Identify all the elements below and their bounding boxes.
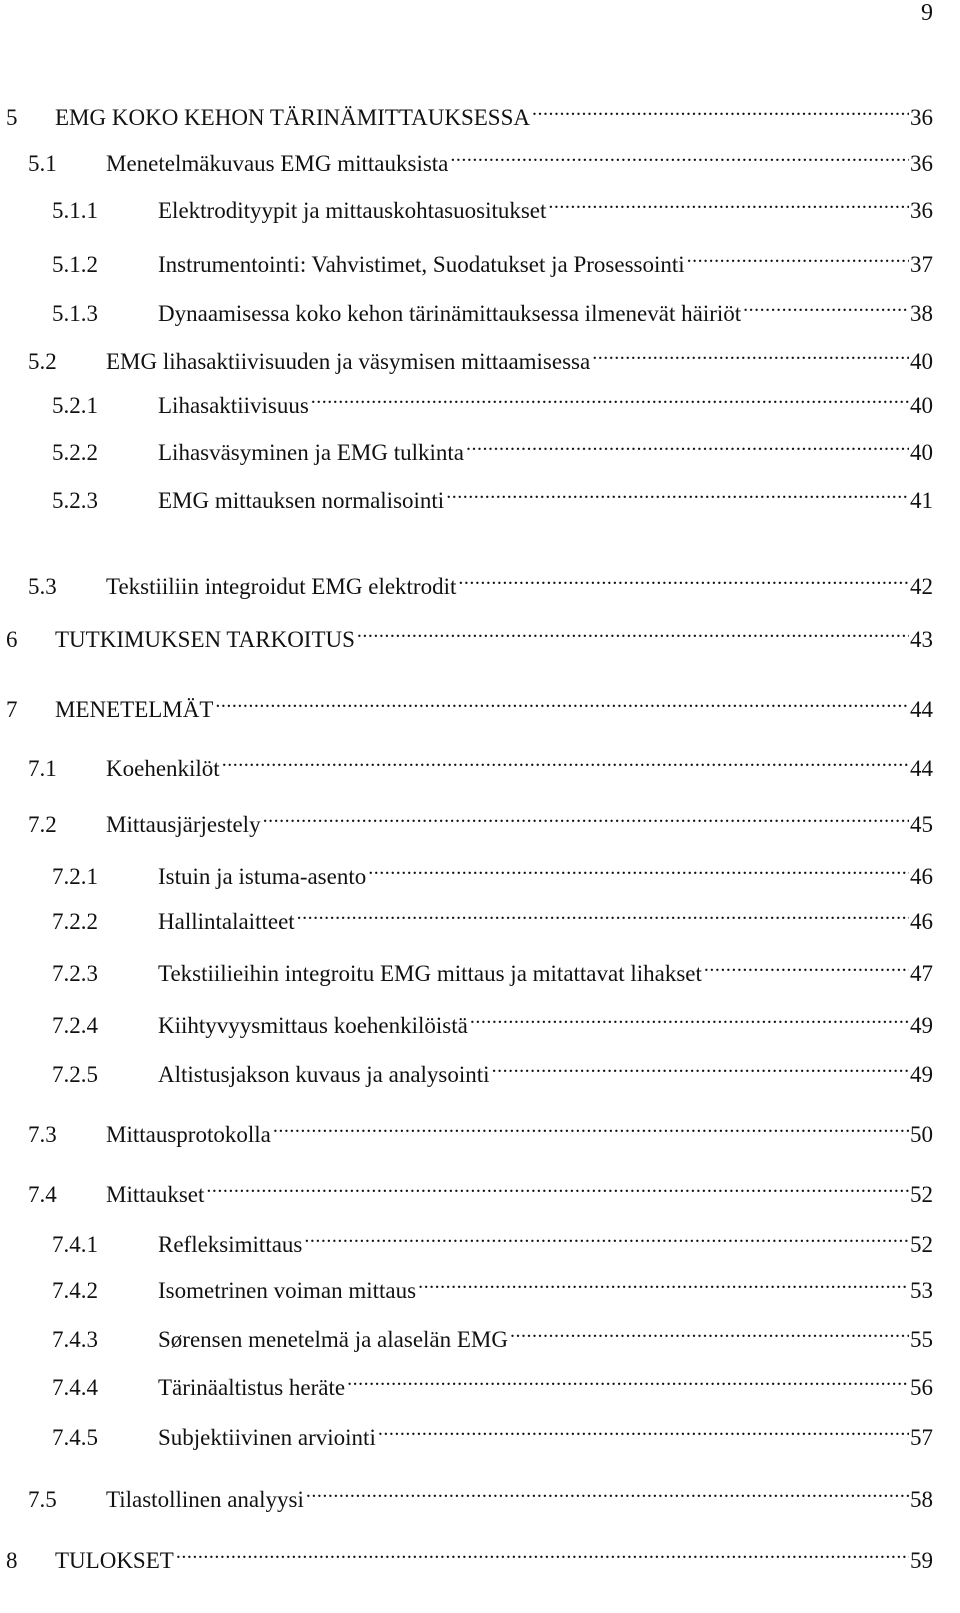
toc-entry-number: 7.3 xyxy=(28,1122,57,1147)
toc-entry-number: 7.5 xyxy=(28,1487,57,1512)
toc-entry[interactable] xyxy=(6,1538,933,1573)
toc-entry-title: Istuin ja istuma-asento xyxy=(158,864,367,889)
toc-entry[interactable] xyxy=(52,1222,933,1257)
toc-entry-page: 45 xyxy=(910,812,933,837)
toc-entry-page: 46 xyxy=(910,864,933,889)
toc-entry[interactable] xyxy=(28,1112,933,1147)
toc-entry-title: Kiihtyvyysmittaus koehenkilöistä xyxy=(158,1013,468,1038)
toc-entry[interactable] xyxy=(52,1317,933,1352)
toc-entry[interactable] xyxy=(28,746,933,781)
toc-dot-leader xyxy=(215,687,909,717)
toc-entry-title: EMG lihasaktiivisuuden ja väsymisen mittaamisessa xyxy=(106,349,591,374)
toc-entry[interactable] xyxy=(52,430,933,465)
toc-entry-page: 47 xyxy=(910,961,933,986)
toc-entry-title: Tärinäaltistus heräte xyxy=(158,1375,346,1400)
toc-entry-title: Tilastollinen analyysi xyxy=(106,1487,304,1512)
toc-entry[interactable] xyxy=(28,339,933,374)
toc-dot-leader xyxy=(176,1538,909,1568)
toc-entry-title: Instrumentointi: Vahvistimet, Suodatukset ja Prosessointi xyxy=(158,252,685,277)
toc-entry-number: 5.1.3 xyxy=(52,301,98,326)
toc-entry[interactable] xyxy=(52,1365,933,1400)
toc-entry-page: 36 xyxy=(910,105,933,130)
toc-entry-number: 7.2.3 xyxy=(52,961,98,986)
toc-dot-leader xyxy=(311,383,909,413)
toc-entry[interactable] xyxy=(52,1003,933,1038)
toc-entry-page: 38 xyxy=(910,301,933,326)
toc-entry-title: Lihasväsyminen ja EMG tulkinta xyxy=(158,440,464,465)
toc-entry-title: Mittausjärjestely xyxy=(106,812,261,837)
toc-entry-title: EMG KOKO KEHON TÄRINÄMITTAUKSESSA xyxy=(55,105,530,130)
toc-entry[interactable] xyxy=(52,854,933,889)
toc-entry-page: 55 xyxy=(910,1327,933,1352)
toc-entry[interactable] xyxy=(6,617,933,652)
toc-entry[interactable] xyxy=(52,478,933,513)
toc-entry-number: 7.4 xyxy=(28,1182,57,1207)
toc-entry-title: Subjektiivinen arviointi xyxy=(158,1425,376,1450)
toc-entry-number: 7.2.2 xyxy=(52,909,98,934)
toc-entry-title: Dynaamisessa koko kehon tärinämittauksessa ilmenevät häiriöt xyxy=(158,301,742,326)
toc-dot-leader xyxy=(743,291,909,321)
toc-entry-number: 7.4.5 xyxy=(52,1425,98,1450)
toc-dot-leader xyxy=(347,1365,909,1395)
toc-entry[interactable] xyxy=(28,1477,933,1512)
toc-entry[interactable] xyxy=(52,188,933,223)
toc-entry[interactable] xyxy=(52,291,933,326)
toc-entry[interactable] xyxy=(28,564,933,599)
toc-entry-page: 40 xyxy=(910,393,933,418)
toc-dot-leader xyxy=(466,430,909,460)
toc-entry-number: 7.4.1 xyxy=(52,1232,98,1257)
toc-entry[interactable] xyxy=(52,1415,933,1450)
toc-entry[interactable] xyxy=(52,899,933,934)
toc-entry-title: Mittausprotokolla xyxy=(106,1122,271,1147)
toc-entry-title: Altistusjakson kuvaus ja analysointi xyxy=(158,1062,490,1087)
toc-dot-leader xyxy=(548,188,909,218)
toc-entry-number: 7.2.5 xyxy=(52,1062,98,1087)
toc-entry-page: 44 xyxy=(910,697,933,722)
toc-entry-title: Hallintalaitteet xyxy=(158,909,295,934)
toc-entry-number: 5 xyxy=(6,105,18,130)
toc-entry-page: 49 xyxy=(910,1013,933,1038)
toc-entry-page: 56 xyxy=(910,1375,933,1400)
toc-entry-number: 5.2 xyxy=(28,349,57,374)
toc-entry-page: 41 xyxy=(910,488,933,513)
toc-entry-number: 5.2.2 xyxy=(52,440,98,465)
toc-dot-leader xyxy=(450,141,909,171)
toc-entry-page: 58 xyxy=(910,1487,933,1512)
toc-entry-page: 52 xyxy=(910,1232,933,1257)
toc-dot-leader xyxy=(687,242,909,272)
toc-entry-title: Sørensen menetelmä ja alaselän EMG xyxy=(158,1327,508,1352)
toc-entry-page: 36 xyxy=(910,151,933,176)
toc-entry-page: 59 xyxy=(910,1548,933,1573)
toc-entry-page: 49 xyxy=(910,1062,933,1087)
page-number: 9 xyxy=(921,0,933,26)
toc-entry-title: Lihasaktiivisuus xyxy=(158,393,309,418)
toc-entry-title: Tekstiilieihin integroitu EMG mittaus ja mitattavat lihakset xyxy=(158,961,702,986)
toc-dot-leader xyxy=(206,1172,909,1202)
toc-dot-leader xyxy=(357,617,909,647)
toc-entry-page: 46 xyxy=(910,909,933,934)
toc-dot-leader xyxy=(306,1477,909,1507)
toc-entry-title: Mittaukset xyxy=(106,1182,205,1207)
toc-entry[interactable] xyxy=(28,802,933,837)
toc-entry-title: Refleksimittaus xyxy=(158,1232,303,1257)
toc-entry-title: Koehenkilöt xyxy=(106,756,220,781)
toc-dot-leader xyxy=(378,1415,909,1445)
toc-entry-page: 42 xyxy=(910,574,933,599)
toc-entry-number: 8 xyxy=(6,1548,18,1573)
toc-entry[interactable] xyxy=(52,1268,933,1303)
toc-entry-number: 7.4.2 xyxy=(52,1278,98,1303)
toc-dot-leader xyxy=(297,899,909,929)
toc-entry-title: MENETELMÄT xyxy=(55,697,214,722)
toc-dot-leader xyxy=(458,564,909,594)
toc-entry-page: 57 xyxy=(910,1425,933,1450)
toc-entry-page: 44 xyxy=(910,756,933,781)
toc-entry-page: 52 xyxy=(910,1182,933,1207)
toc-dot-leader xyxy=(446,478,909,508)
toc-entry-page: 40 xyxy=(910,349,933,374)
toc-entry-title: Menetelmäkuvaus EMG mittauksista xyxy=(106,151,449,176)
toc-entry-number: 5.1 xyxy=(28,151,57,176)
toc-dot-leader xyxy=(368,854,909,884)
toc-entry-number: 5.3 xyxy=(28,574,57,599)
toc-entry[interactable] xyxy=(52,951,933,986)
toc-entry-number: 7 xyxy=(6,697,18,722)
toc-entry[interactable] xyxy=(6,687,933,722)
toc-entry[interactable] xyxy=(52,242,933,277)
toc-entry-number: 5.1.1 xyxy=(52,198,98,223)
toc-entry-page: 37 xyxy=(910,252,933,277)
toc-dot-leader xyxy=(304,1222,909,1252)
toc-entry-title: EMG mittauksen normalisointi xyxy=(158,488,445,513)
toc-entry-title: TUTKIMUKSEN TARKOITUS xyxy=(55,627,355,652)
toc-entry-number: 7.2 xyxy=(28,812,57,837)
toc-entry-title: TULOKSET xyxy=(55,1548,174,1573)
toc-entry-number: 7.2.4 xyxy=(52,1013,98,1038)
toc-entry-title: Tekstiiliin integroidut EMG elektrodit xyxy=(106,574,457,599)
toc-dot-leader xyxy=(704,951,909,981)
toc-dot-leader xyxy=(492,1052,909,1082)
toc-entry-page: 40 xyxy=(910,440,933,465)
toc-entry-page: 53 xyxy=(910,1278,933,1303)
toc-entry[interactable] xyxy=(6,95,933,130)
toc-dot-leader xyxy=(510,1317,909,1347)
toc-dot-leader xyxy=(263,802,909,832)
toc-entry-number: 5.2.3 xyxy=(52,488,98,513)
toc-entry-title: Isometrinen voiman mittaus xyxy=(158,1278,417,1303)
toc-entry-number: 7.4.3 xyxy=(52,1327,98,1352)
toc-entry-title: Elektrodityypit ja mittauskohtasuositukset xyxy=(158,198,547,223)
toc-entry-number: 5.2.1 xyxy=(52,393,98,418)
toc-entry-page: 36 xyxy=(910,198,933,223)
toc-entry-number: 7.2.1 xyxy=(52,864,98,889)
toc-entry-page: 43 xyxy=(910,627,933,652)
toc-dot-leader xyxy=(592,339,909,369)
toc-dot-leader xyxy=(222,746,909,776)
toc-entry-number: 5.1.2 xyxy=(52,252,98,277)
toc-entry[interactable] xyxy=(52,1052,933,1087)
toc-entry-number: 7.1 xyxy=(28,756,57,781)
toc-entry[interactable] xyxy=(52,383,933,418)
toc-dot-leader xyxy=(470,1003,909,1033)
toc-entry-number: 6 xyxy=(6,627,18,652)
toc-entry[interactable] xyxy=(28,1172,933,1207)
toc-entry-page: 50 xyxy=(910,1122,933,1147)
toc-entry-number: 7.4.4 xyxy=(52,1375,98,1400)
toc-dot-leader xyxy=(273,1112,909,1142)
toc-dot-leader xyxy=(532,95,909,125)
toc-dot-leader xyxy=(418,1268,909,1298)
toc-entry[interactable] xyxy=(28,141,933,176)
